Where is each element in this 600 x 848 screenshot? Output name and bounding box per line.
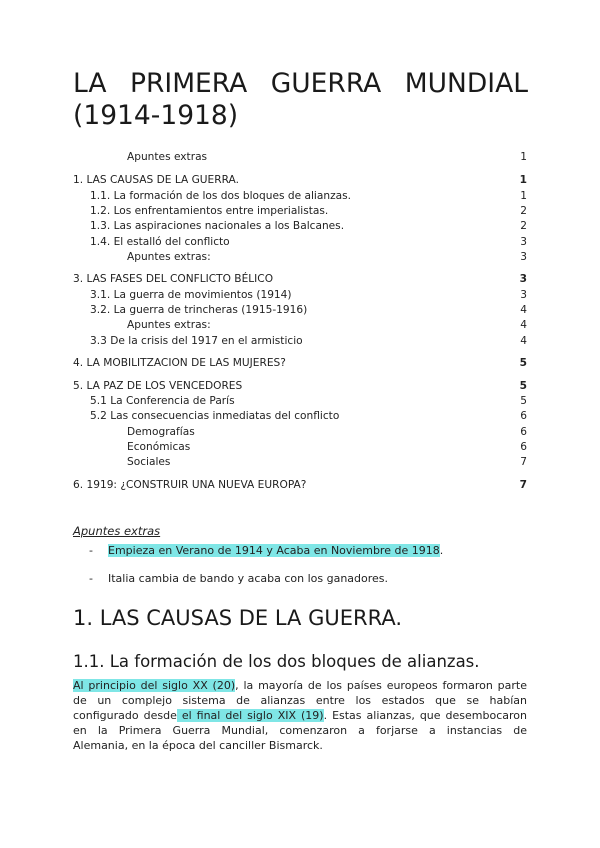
toc-entry-title: Apuntes extras: [127,251,211,263]
toc-entry-title: 3.1. La guerra de movimientos (1914) [90,289,292,301]
toc-entry[interactable] [73,356,527,371]
toc-entry[interactable] [73,173,527,188]
toc-entry[interactable] [73,288,527,303]
toc-entry[interactable] [73,379,527,394]
paragraph-text: , la mayoría de los países europeos formaron parte [235,679,527,692]
toc-entry-page: 1 [519,174,527,186]
toc-entry[interactable] [73,272,527,287]
toc-entry[interactable] [73,455,527,470]
toc-entry[interactable] [73,204,527,219]
paragraph-line: de un complejo sistema de alianzas entre los estados que se habían [73,694,527,707]
bullet-marker: - [89,544,93,557]
toc-entry-page: 5 [520,395,527,407]
toc-entry-title: 3.3 De la crisis del 1917 en el armisticio [90,335,303,347]
toc-entry-page: 6 [520,441,527,453]
toc-entry[interactable] [73,394,527,409]
toc-entry-title: 3. LAS FASES DEL CONFLICTO BÉLICO [73,273,274,285]
toc-entry-title: 5. LA PAZ DE LOS VENCEDORES [73,380,243,392]
toc-entry-page: 3 [520,251,527,263]
toc-entry-title: 1.3. Las aspiraciones nacionales a los Balcanes. [90,220,345,232]
notes-item-punctuation: . [439,544,444,557]
toc-entry-title: 1. LAS CAUSAS DE LA GUERRA. [73,174,239,186]
notes-heading: Apuntes extras [73,524,161,538]
toc-entry-title: Económicas [127,441,191,453]
notes-item [108,543,443,558]
toc-entry[interactable] [73,318,527,333]
toc-entry[interactable] [73,250,527,265]
toc-entry[interactable] [73,235,527,250]
toc-entry-title: 1.1. La formación de los dos bloques de alianzas. [90,190,352,202]
toc-entry-title: 4. LA MOBILITZACION DE LAS MUJERES? [73,357,286,369]
highlighted-text: Empieza en Verano de 1914 y Acaba en Noviembre de 1918 [108,544,440,557]
toc-entry-page: 3 [520,289,527,301]
paragraph-line [73,678,527,693]
notes-item: Italia cambia de bando y acaba con los ganadores. [108,572,389,585]
toc-entry[interactable] [73,189,527,204]
toc-entry[interactable] [73,303,527,318]
toc-entry[interactable] [73,440,527,455]
toc-entry-title: Apuntes extras [127,151,208,163]
toc-entry-title: Apuntes extras: [127,319,211,331]
toc-entry-title: 1.2. Los enfrentamientos entre imperialistas. [90,205,329,217]
body-paragraph [73,678,527,753]
toc-entry-title: 5.2 Las consecuencias inmediatas del conflicto [90,410,340,422]
toc-entry[interactable] [73,219,527,234]
toc-entry-page: 5 [519,357,527,369]
toc-entry-page: 2 [520,205,527,217]
toc-entry-page: 4 [520,319,527,331]
section-heading: 1. LAS CAUSAS DE LA GUERRA. [73,606,403,630]
toc-entry[interactable] [73,409,527,424]
toc-entry-page: 6 [520,410,527,422]
toc-entry-page: 3 [520,236,527,248]
paragraph-line [73,708,527,723]
toc-entry[interactable] [73,150,527,165]
toc-entry-page: 4 [520,335,527,347]
toc-entry-title: 6. 1919: ¿CONSTRUIR UNA NUEVA EUROPA? [73,479,307,491]
toc-entry-title: 5.1 La Conferencia de París [90,395,235,407]
highlighted-text: Al principio del siglo XX (20) [73,679,236,692]
toc-entry-page: 7 [519,479,527,491]
toc-entry-page: 4 [520,304,527,316]
bullet-marker: - [89,572,93,585]
paragraph-text: . Estas alianzas, que desembocaron [323,709,527,722]
document-title [73,68,528,132]
toc-entry[interactable] [73,425,527,440]
toc-entry-title: 3.2. La guerra de trincheras (1915-1916) [90,304,308,316]
paragraph-line: en la Primera Guerra Mundial, comenzaron a forjarse a instancias de [73,724,527,737]
toc-entry-page: 1 [520,190,527,202]
toc-entry-title: 1.4. El estalló del conflicto [90,236,230,248]
toc-entry-page: 1 [520,151,527,163]
toc-entry-title: Demografías [127,426,195,438]
toc-entry-page: 7 [520,456,527,468]
paragraph-text: configurado desde [73,709,177,722]
toc-entry-page: 3 [519,273,527,285]
highlighted-text: el final del siglo XIX (19) [176,709,324,722]
paragraph-line: Alemania, en la época del canciller Bismarck. [73,739,323,752]
document-title-line-2: (1914-1918) [73,100,239,131]
toc-entry-page: 2 [520,220,527,232]
toc-entry-title: Sociales [127,456,171,468]
subsection-heading: 1.1. La formación de los dos bloques de alianzas. [73,652,480,671]
toc-entry-page: 5 [519,380,527,392]
toc-entry-page: 6 [520,426,527,438]
toc-entry[interactable] [73,334,527,349]
toc-entry[interactable] [73,478,527,493]
document-title-line-1: LA PRIMERA GUERRA MUNDIAL [73,68,528,99]
